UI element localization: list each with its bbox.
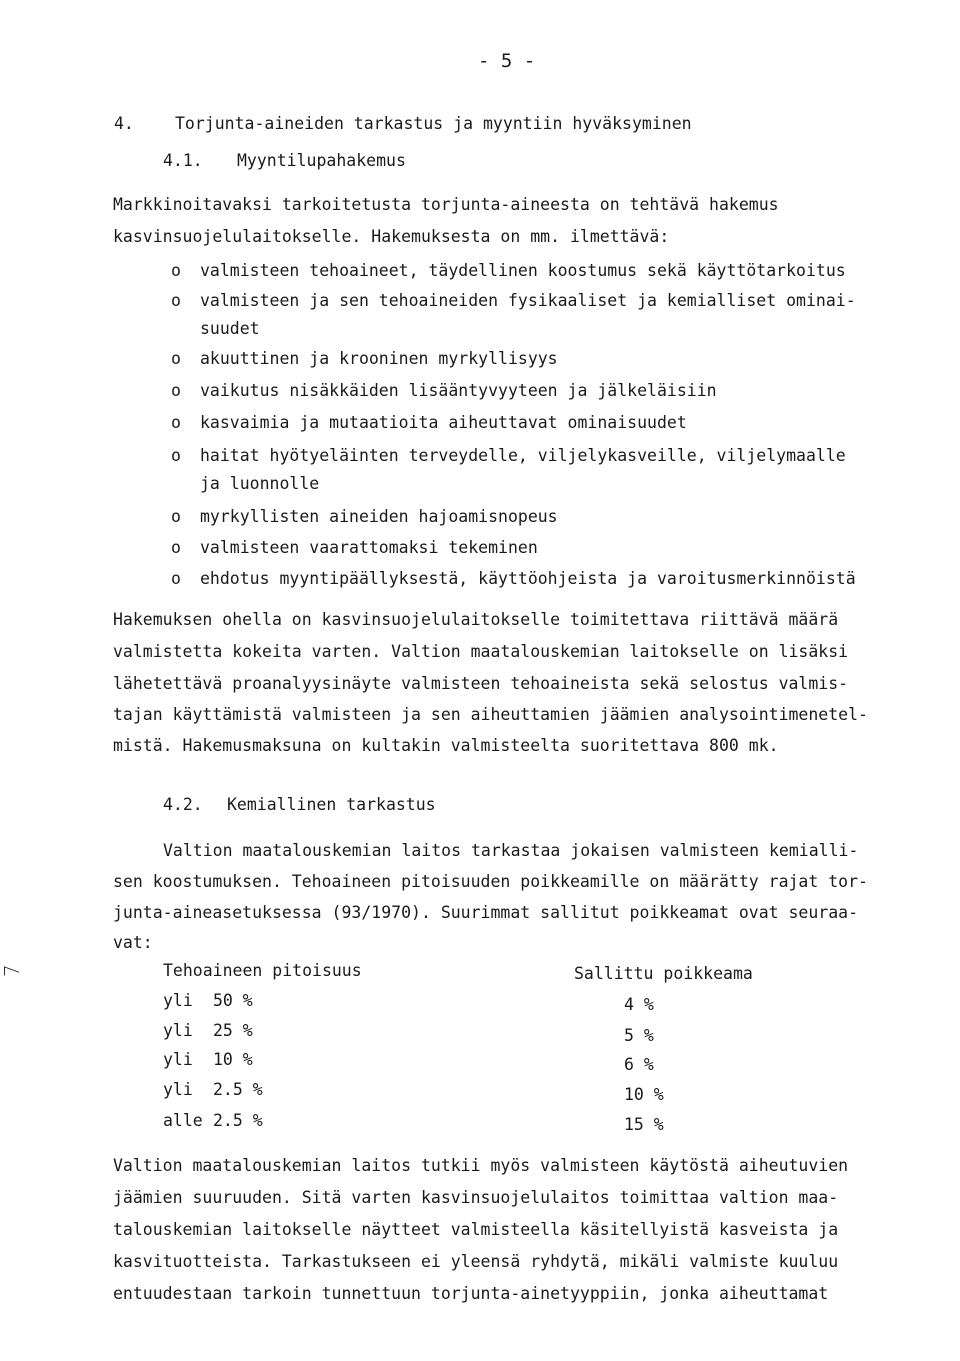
- bullet-marker: o: [171, 446, 181, 465]
- bullet-marker: o: [171, 569, 181, 588]
- list-item-continuation: ja luonnolle: [200, 474, 320, 493]
- list-item: ehdotus myyntipäällyksestä, käyttöohjeista ja varoitusmerkinnöistä: [200, 569, 856, 588]
- bullet-marker: o: [171, 349, 181, 368]
- bullet-marker: o: [171, 381, 181, 400]
- margin-mark: [4, 966, 19, 980]
- subsection-number: 4.1.: [163, 151, 203, 170]
- list-item: valmisteen vaarattomaksi tekeminen: [200, 538, 538, 557]
- table-cell-deviation: 10 %: [624, 1085, 664, 1104]
- list-item: vaikutus nisäkkäiden lisääntyvyyteen ja jälkeläisiin: [200, 381, 717, 400]
- paragraph-line: jäämien suuruuden. Sitä varten kasvinsuojelulaitos toimittaa valtion maa-: [113, 1188, 839, 1207]
- paragraph-line: valmistetta kokeita varten. Valtion maatalouskemian laitokselle on lisäksi: [113, 642, 849, 661]
- paragraph-line: junta-aineasetuksessa (93/1970). Suurimmat sallitut poikkeamat ovat seuraa-: [113, 903, 859, 922]
- paragraph-line: lähetettävä proanalyysinäyte valmisteen tehoaineista sekä selostus valmis-: [113, 674, 849, 693]
- list-item: akuuttinen ja krooninen myrkyllisyys: [200, 349, 558, 368]
- paragraph-line: Valtion maatalouskemian laitos tarkastaa jokaisen valmisteen kemialli-: [163, 841, 859, 860]
- table-cell-value: 2.5 %: [213, 1080, 263, 1099]
- subsection-title: Kemiallinen tarkastus: [227, 795, 436, 814]
- list-item: valmisteen tehoaineet, täydellinen koostumus sekä käyttötarkoitus: [200, 261, 846, 280]
- section-number: 4.: [114, 114, 134, 133]
- list-item-continuation: suudet: [200, 319, 260, 338]
- table-cell-qualifier: yli: [163, 1080, 193, 1099]
- paragraph-line: mistä. Hakemusmaksuna on kultakin valmisteelta suoritettava 800 mk.: [113, 736, 779, 755]
- table-cell-deviation: 5 %: [624, 1026, 654, 1045]
- paragraph-line: Valtion maatalouskemian laitos tutkii myös valmisteen käytöstä aiheutuvien: [113, 1156, 849, 1175]
- table-cell-qualifier: yli: [163, 1050, 193, 1069]
- paragraph-line: entuudestaan tarkoin tunnettuun torjunta-ainetyyppiin, jonka aiheuttamat: [113, 1284, 829, 1303]
- paragraph-line: kasvituotteista. Tarkastukseen ei yleensä ryhdytä, mikäli valmiste kuuluu: [113, 1252, 839, 1271]
- table-cell-qualifier: yli: [163, 1021, 193, 1040]
- table-cell-value: 25 %: [213, 1021, 253, 1040]
- list-item: haitat hyötyeläinten terveydelle, viljelykasveille, viljelymaalle: [200, 446, 846, 465]
- table-cell-value: 50 %: [213, 991, 253, 1010]
- table-cell-deviation: 15 %: [624, 1115, 664, 1134]
- table-cell-deviation: 6 %: [624, 1055, 654, 1074]
- list-item: kasvaimia ja mutaatioita aiheuttavat ominaisuudet: [200, 413, 687, 432]
- table-cell-value: 10 %: [213, 1050, 253, 1069]
- paragraph-line: Hakemuksen ohella on kasvinsuojelulaitokselle toimitettava riittävä määrä: [113, 610, 839, 629]
- table-cell-deviation: 4 %: [624, 995, 654, 1014]
- bullet-marker: o: [171, 507, 181, 526]
- intro-line: Markkinoitavaksi tarkoitetusta torjunta-aineesta on tehtävä hakemus: [113, 195, 779, 214]
- list-item: valmisteen ja sen tehoaineiden fysikaaliset ja kemialliset ominai-: [200, 291, 856, 310]
- bullet-marker: o: [171, 413, 181, 432]
- bullet-marker: o: [171, 261, 181, 280]
- subsection-title: Myyntilupahakemus: [237, 151, 406, 170]
- table-cell-qualifier: yli: [163, 991, 193, 1010]
- table-cell-qualifier: alle: [163, 1111, 203, 1130]
- table-header: Sallittu poikkeama: [574, 964, 753, 983]
- list-item: myrkyllisten aineiden hajoamisnopeus: [200, 507, 558, 526]
- table-header: Tehoaineen pitoisuus: [163, 961, 362, 980]
- paragraph-line: tajan käyttämistä valmisteen ja sen aiheuttamien jäämien analysointimenetel-: [113, 705, 868, 724]
- bullet-marker: o: [171, 538, 181, 557]
- bullet-marker: o: [171, 291, 181, 310]
- section-title: Torjunta-aineiden tarkastus ja myyntiin hyväksyminen: [175, 114, 692, 133]
- table-cell-value: 2.5 %: [213, 1111, 263, 1130]
- subsection-number: 4.2.: [163, 795, 203, 814]
- paragraph-line: talouskemian laitokselle näytteet valmisteella käsitellyistä kasveista ja: [113, 1220, 839, 1239]
- paragraph-line: sen koostumuksen. Tehoaineen pitoisuuden poikkeamille on määrätty rajat tor-: [113, 872, 868, 891]
- page-number: - 5 -: [478, 50, 536, 72]
- paragraph-line: vat:: [113, 933, 153, 952]
- intro-line: kasvinsuojelulaitokselle. Hakemuksesta on mm. ilmettävä:: [113, 227, 670, 246]
